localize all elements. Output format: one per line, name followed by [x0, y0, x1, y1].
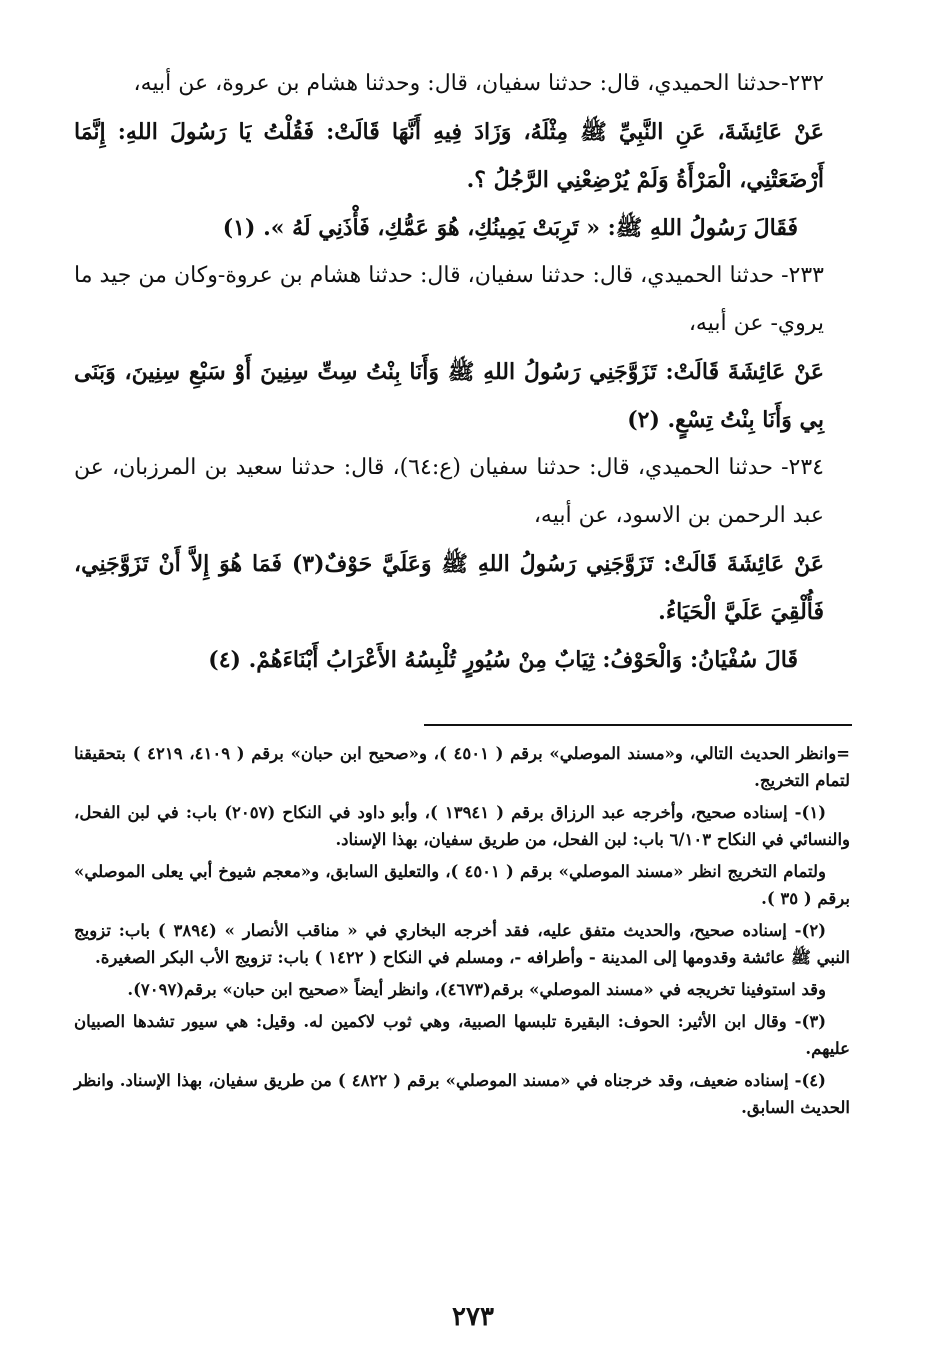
hadith-233-isnad: ٢٣٣- حدثنا الحميدي، قال: حدثنا سفيان، قال: حدثنا هشام بن عروة-وكان من جيد ما يروي- عن أبيه، — [74, 263, 824, 336]
hadith-234-isnad: ٢٣٤- حدثنا الحميدي، قال: حدثنا سفيان (ع:٦٤)، قال: حدثنا سعيد بن المرزبان، عن عبد الرحمن بن الاسود، عن أبيه، — [74, 455, 824, 528]
hadith-232-isnad: ٢٣٢-حدثنا الحميدي، قال: حدثنا سفيان، قال: وحدثنا هشام بن عروة، عن أبيه، — [133, 71, 824, 96]
hadith-232-text: عَنْ عَائِشَةَ، عَنِ النَّبِيِّ ﷺ مِثْلَهُ، وَزَادَ فِيهِ أَنَّهَا قَالَتْ: فَقُلْتُ يَا رَسُولَ اللهِ: إِنَّمَا أَرْضَعَتْنِي، الْمَرْأَةُ وَلَمْ يُرْضِعْنِي الرَّجُلُ ؟. — [74, 119, 824, 193]
hadith-234-text: عَنْ عَائِشَةَ قَالَتْ: تَزَوَّجَنِي رَسُولُ اللهِ ﷺ وَعَلَيَّ حَوْفٌ(٣) فَمَا هُوَ إِلاَّ أَنْ تَزَوَّجَنِي، فَأُلْقِيَ عَلَيَّ الْحَيَاءُ. — [74, 551, 824, 625]
main-text — [74, 60, 850, 684]
footnote-3: (٣)- وقال ابن الأثير: الحوف: البقيرة تلبسها الصبية، وهي ثوب لاكمين له. وقيل: هي سيور تشدها الصبيان عليهم. — [74, 1012, 850, 1058]
hadith-232-reply: فَقَالَ رَسُولُ اللهِ ﷺ: « تَرِبَتْ يَمِينُكِ، هُوَ عَمُّكِ، فَأْذَنِي لَهُ ». (١) — [222, 215, 798, 241]
footnote-divider — [424, 724, 852, 726]
footnote-1: (١)- إسناده صحيح، وأخرجه عبد الرزاق برقم ( ١٣٩٤١ )، وأبو داود في النكاح (٢٠٥٧) باب: في لبن الفحل، والنسائي في النكاح ٦/١٠٣ باب: لبن الفحل، من طريق سفيان، بهذا الإسناد. — [74, 803, 850, 849]
page-number: ٢٧٣ — [452, 1302, 494, 1332]
footnote-2: (٢)- إسناده صحيح، والحديث متفق عليه، فقد أخرجه البخاري في « مناقب الأنصار » (٣٨٩٤ ) باب: تزويج النبي ﷺ عائشة وقدومها إلى المدينة - وأطرافه -، ومسلم في النكاح ( ١٤٢٢ ) باب: تزويج الأب البكر الصغيرة. — [74, 921, 850, 967]
footnotes — [74, 740, 850, 1126]
footnote-continuation: =وانظر الحديث التالي، و«مسند الموصلي» برقم ( ٤٥٠١ )، و«صحيح ابن حبان» برقم ( ٤١٠٩، ٤٢١٩ ) بتحقيقنا لتمام التخريج. — [74, 744, 850, 790]
hadith-233-text: عَنْ عَائِشَةَ قَالَتْ: تَزَوَّجَنِي رَسُولُ اللهِ ﷺ وَأَنَا بِنْتُ سِتِّ سِنِينَ أَوْ سَبْعِ سِنِينَ، وَبَنَى بِي وَأَنَا بِنْتُ تِسْعٍ. (٢) — [74, 359, 824, 433]
footnote-1-continued: ولتمام التخريج انظر «مسند الموصلي» برقم ( ٤٥٠١ )، والتعليق السابق، و«معجم شيوخ أبي يعلى الموصلي» برقم ( ٣٥ ). — [74, 862, 850, 908]
footnote-2-continued: وقد استوفينا تخريجه في «مسند الموصلي» برقم(٤٦٧٣)، وانظر أيضاً «صحيح ابن حبان» برقم(٧٠٩٧). — [127, 980, 826, 999]
footnote-4: (٤)- إسناده ضعيف، وقد خرجناه في «مسند الموصلي» برقم ( ٤٨٢٢ ) من طريق سفيان، بهذا الإسناد. وانظر الحديث السابق. — [74, 1071, 850, 1117]
sufyan-comment: قَالَ سُفْيَانُ: وَالْحَوْفُ: ثِيَابٌ مِنْ سُيُورٍ تُلْبِسُهُ الأَعْرَابُ أَبْنَاءَهُمْ. (٤) — [208, 647, 798, 673]
